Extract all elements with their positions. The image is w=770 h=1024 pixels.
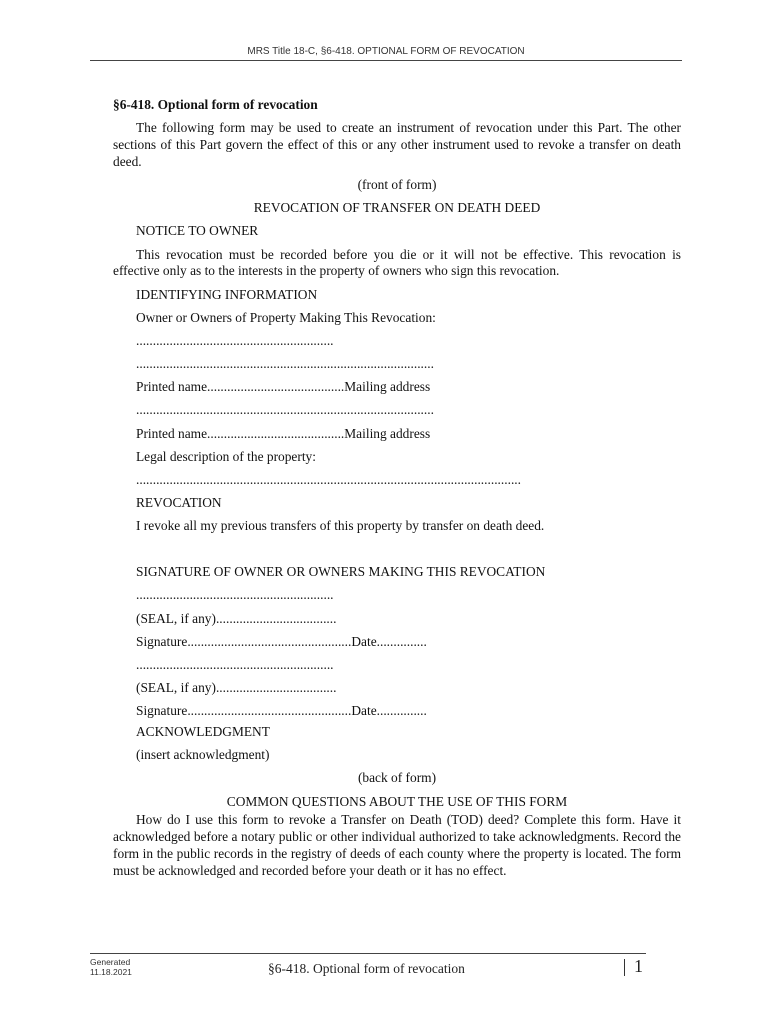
printed-name-line-2: Printed name.........................................Mailing address bbox=[136, 425, 431, 441]
owner-label: Owner or Owners of Property Making This Revocation: bbox=[136, 309, 436, 325]
questions-heading: COMMON QUESTIONS ABOUT THE USE OF THIS FORM bbox=[226, 793, 568, 809]
signature-dots-line-1: ........................................................... bbox=[136, 587, 334, 603]
section-intro: The following form may be used to create an instrument of revocation under this Part. The other sections of this Part govern the effect of this or any other instrument used to revoke a transfer on death deed. bbox=[113, 120, 681, 169]
owner-name-dots-line-2: ......................................................................................... bbox=[136, 402, 434, 418]
signature-line-2: Signature.................................................Date............... bbox=[136, 703, 427, 719]
footer-generated bbox=[90, 957, 170, 977]
signature-line-1: Signature.................................................Date............... bbox=[136, 633, 427, 649]
acknowledgment-heading: ACKNOWLEDGMENT bbox=[136, 724, 270, 740]
seal-line-1: (SEAL, if any).................................... bbox=[136, 610, 337, 626]
section-heading: §6-418. Optional form of revocation bbox=[113, 97, 318, 112]
printed-name-line-1: Printed name.........................................Mailing address bbox=[136, 379, 431, 395]
signature-heading: SIGNATURE OF OWNER OR OWNERS MAKING THIS REVOCATION bbox=[136, 564, 546, 580]
header-rule bbox=[90, 60, 682, 61]
revocation-text: I revoke all my previous transfers of this property by transfer on death deed. bbox=[136, 518, 545, 534]
signature-dots-line-2: ........................................................... bbox=[136, 656, 334, 672]
front-of-form-label: (front of form) bbox=[357, 176, 437, 192]
generated-label: Generated bbox=[90, 957, 131, 967]
legal-description-dots-line: ................................................................................................................... bbox=[136, 472, 521, 488]
questions-text: How do I use this form to revoke a Transfer on Death (TOD) deed? Complete this form. Have it acknowledged before a notary public or other individual authorized to take acknowledgments. Record the form in the public records in the registry of deeds of each county where the property is located. The form must be acknowledged and recorded before your death or it has no effect. bbox=[113, 812, 681, 878]
seal-line-2: (SEAL, if any).................................... bbox=[136, 680, 337, 696]
revocation-heading: REVOCATION bbox=[136, 495, 222, 511]
back-of-form-label: (back of form) bbox=[357, 770, 437, 786]
footer-separator bbox=[624, 959, 625, 976]
page-number: 1 bbox=[634, 956, 643, 976]
footer-title: §6-418. Optional form of revocation bbox=[268, 961, 465, 976]
owner-dots-line: ........................................................... bbox=[136, 332, 334, 348]
generated-date: 11.18.2021 bbox=[90, 967, 132, 977]
owner-name-dots-line: ......................................................................................... bbox=[136, 356, 434, 372]
form-title: REVOCATION OF TRANSFER ON DEATH DEED bbox=[253, 200, 541, 216]
footer-rule bbox=[90, 953, 646, 954]
running-header: MRS Title 18-C, §6-418. OPTIONAL FORM OF REVOCATION bbox=[247, 46, 525, 57]
notice-heading: NOTICE TO OWNER bbox=[136, 223, 259, 239]
document-body bbox=[113, 97, 681, 880]
legal-description-label: Legal description of the property: bbox=[136, 448, 316, 464]
acknowledgment-placeholder: (insert acknowledgment) bbox=[136, 747, 270, 763]
notice-text: This revocation must be recorded before you die or it will not be effective. This revocation is effective only as to the interests in the property of owners who sign this revocation. bbox=[113, 246, 681, 279]
identifying-heading: IDENTIFYING INFORMATION bbox=[136, 286, 318, 302]
